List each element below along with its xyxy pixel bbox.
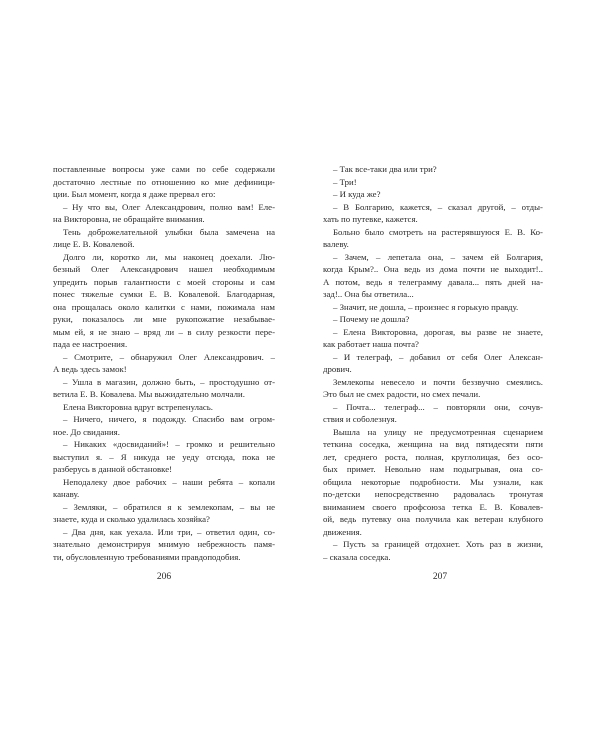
left-page-text <box>53 163 275 563</box>
text-line: знательно демонстрируя мнимую небрежность памя- <box>53 539 275 549</box>
text-line: вниманием своего профсоюза тетка Е. В. Ковалев- <box>323 501 543 512</box>
text-line: – Ну что вы, Олег Александрович, полно вам! Еле- <box>63 201 275 212</box>
text-line: лице Е. В. Ковалевой. <box>53 239 135 249</box>
text-line: – Никаких «досвиданий»! – громко и решительно <box>63 439 275 449</box>
text-line: Елена Викторовна вдруг встрепенулась. <box>63 401 214 412</box>
text-line: ой, ведь путевку она получила как ветеран клубного <box>323 514 543 524</box>
text-line: хать по путевке, кажется. <box>323 214 418 224</box>
text-line: на Викторовна, не обращайте внимания. <box>53 214 205 224</box>
text-line: – Почта... телеграф... – повторяли они, сочув- <box>333 401 543 412</box>
text-line: понес тяжелые сумки Е. В. Ковалевой. Благодарная, <box>53 289 275 299</box>
text-line: – И куда же? <box>333 189 381 199</box>
left-page-number: 206 <box>156 572 172 582</box>
text-line: Вышла на улицу не предусмотренная сценарием <box>333 426 543 437</box>
text-line: валеву. <box>323 239 349 249</box>
text-line: упредить порыв галантности с моей стороны и сам <box>53 276 275 287</box>
text-line: знаете, куда и сколько удалилась хозяйка? <box>53 514 210 524</box>
text-line: ции. Был момент, когда я даже прервал его: <box>53 189 216 199</box>
text-line: ное. До свидания. <box>53 426 120 437</box>
text-line: – Елена Викторовна, дорогая, вы разве не знаете, <box>333 326 543 337</box>
text-line: – Так все-таки два или три? <box>333 164 437 174</box>
text-line: – Два дня, как уехала. Или три, – ответил один, со- <box>63 526 275 537</box>
text-line: безный Олег Александрович нашел необходимым <box>53 264 275 274</box>
text-line: – Смотрите, – обнаружил Олег Александрович. – <box>63 351 275 362</box>
text-line: Больно было смотреть на растерявшуюся Е. В. Ко- <box>333 226 543 237</box>
text-line: руки, показалось ли мне рукопожатие незабывае- <box>53 314 275 324</box>
text-line: ветила Е. В. Ковалева. Мы выжидательно молчали. <box>53 389 245 399</box>
right-page-number: 207 <box>432 572 448 582</box>
text-line: ти, обусловленную требованиями правдоподобия. <box>53 551 241 562</box>
text-line: теткина соседка, женщина на вид пятидесяти пяти <box>323 439 543 449</box>
text-line: лет, среднего роста, полная, круглолицая, без осо- <box>323 451 543 462</box>
text-line: А ведь здесь замок! <box>53 364 127 374</box>
text-line: как работает наша почта? <box>323 339 419 349</box>
text-line: мым ей, я не знаю – вряд ли – в силу резкости пере- <box>53 326 275 337</box>
text-line: достаточно лестные по отношению ко мне дефиници- <box>53 176 275 187</box>
text-line: движения. <box>323 526 362 537</box>
text-line: А потом, ведь я телеграмму давала... пять дней на- <box>323 276 543 287</box>
text-line: Тень доброжелательной улыбки была замечена на <box>63 226 275 237</box>
text-line: поставленные вопросы уже сами по себе содержали <box>53 164 275 174</box>
text-line: – Ушла в магазин, должно быть, – простодушно от- <box>63 376 275 387</box>
text-line: – Зачем, – лепетала она, – зачем ей Болгария, <box>333 251 543 262</box>
text-line: ствия и соболезнуя. <box>323 414 397 424</box>
text-line: пада ее настроения. <box>53 339 128 349</box>
text-line: – И телеграф, – добавил от себя Олег Алексан- <box>333 351 543 362</box>
right-page <box>300 0 600 750</box>
text-line: когда Крым?.. Она ведь из дома почти не выходит!.. <box>323 264 543 274</box>
text-line: – Почему не дошла? <box>333 314 410 324</box>
text-line: дрович. <box>323 364 352 374</box>
text-line: разберусь в данной обстановке! <box>53 464 173 474</box>
text-line: Неподалеку двое рабочих – наши ребята – копали <box>63 476 275 487</box>
text-line: – Земляки, – обратился я к землекопам, – вы не <box>63 501 275 512</box>
right-page-text <box>323 163 543 563</box>
text-line: Это был не смех радости, но смех печали. <box>323 389 481 399</box>
text-line: Землекопы невесело и почти беззвучно смеялись. <box>333 376 543 387</box>
text-line: – Три! <box>333 176 357 187</box>
text-line: канаву. <box>53 489 80 499</box>
text-line: общила некоторые подробности. Мы узнали, как <box>323 476 543 487</box>
text-line: Долго ли, коротко ли, мы наконец доехали. Лю- <box>63 251 275 262</box>
text-line: зад!.. Она бы ответила... <box>323 289 414 299</box>
text-line: она прощалась около калитки с нами, пожимала нам <box>53 301 275 312</box>
text-line: выступил я. – Я никуда не уеду отсюда, пока не <box>53 451 275 462</box>
text-line: по-детски непосредственно радовалась тронутая <box>323 489 543 499</box>
text-line: – Ничего, ничего, я подожду. Спасибо вам огром- <box>63 414 275 424</box>
text-line: – Значит, не дошла, – произнес я горькую правду. <box>333 301 519 312</box>
text-line: – сказала соседка. <box>323 551 391 562</box>
text-line: бых примет. Невольно нам подыгрывая, она со- <box>323 464 543 474</box>
text-line: – Пусть за границей отдохнет. Хоть раз в жизни, <box>333 539 543 549</box>
text-line: – В Болгарию, кажется, – сказал другой, – отды- <box>333 201 543 212</box>
